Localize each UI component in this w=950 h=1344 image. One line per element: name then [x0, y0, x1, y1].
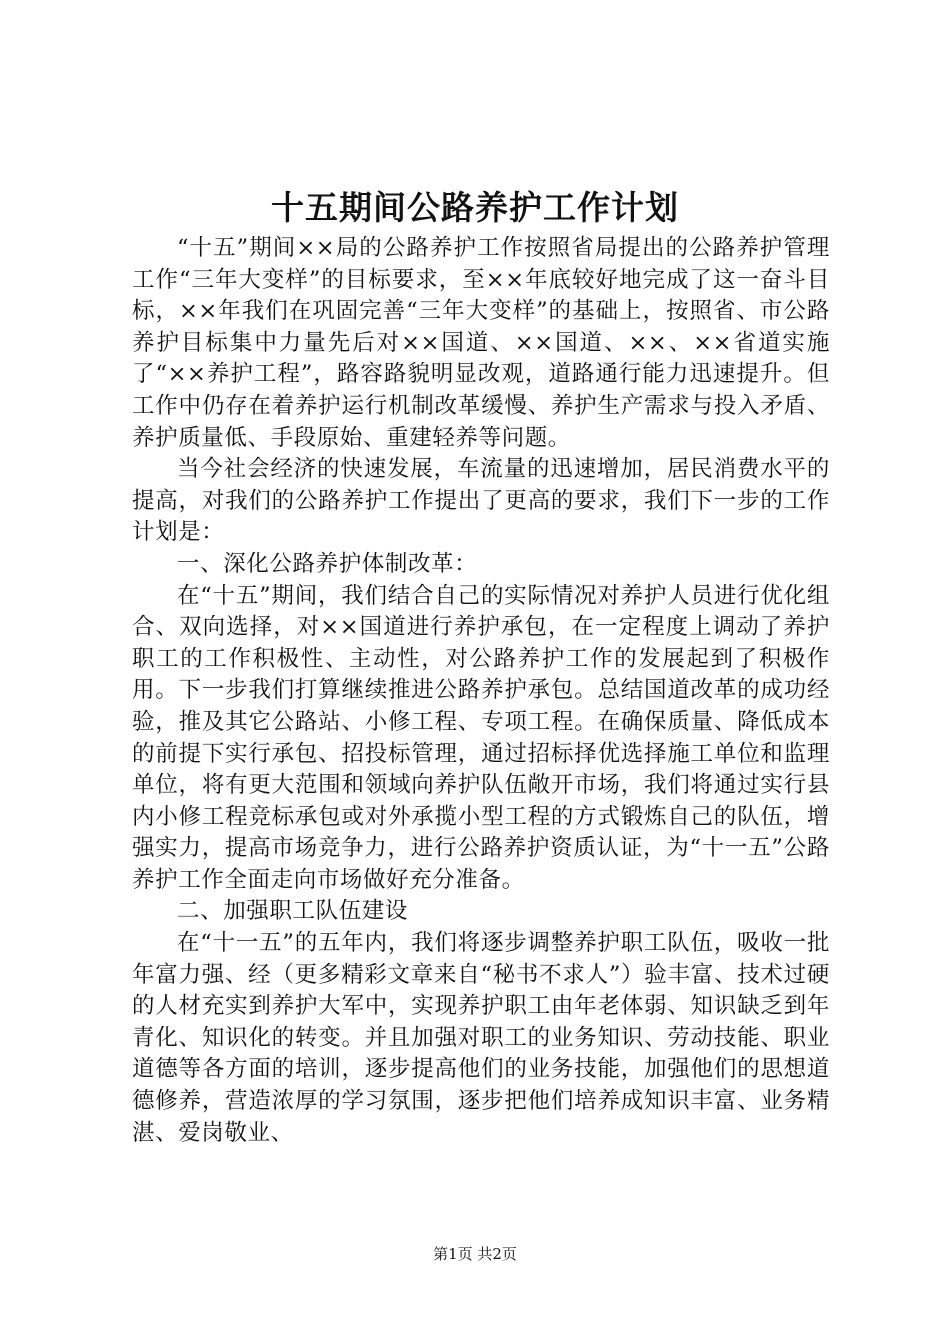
document-body [132, 233, 830, 1149]
paragraph-reform: 在“十五”期间，我们结合自己的实际情况对养护人员进行优化组合、双向选择，对××国道进行养护承包，在一定程度上调动了养护职工的工作积极性、主动性，对公路养护工作的发展起到了积极作用。下一步我们打算继续推进公路养护承包。总结国道改革的成功经验，推及其它公路站、小修工程、专项工程。在确保质量、降低成本的前提下实行承包、招投标管理，通过招标择优选择施工单位和监理单位，将有更大范围和领域向养护队伍敞开市场，我们将通过实行县内小修工程竞标承包或对外承揽小型工程的方式锻炼自己的队伍，增强实力，提高市场竞争力，进行公路养护资质认证，为“十一五”公路养护工作全面走向市场做好充分准备。 [132, 582, 830, 893]
paragraph-team: 在“十一五”的五年内，我们将逐步调整养护职工队伍，吸收一批年富力强、经（更多精彩文章来自“秘书不求人”）验丰富、技术过硬的人材充实到养护大军中，实现养护职工由年老体弱、知识缺乏到年青化、知识化的转变。并且加强对职工的业务知识、劳动技能、职业道德等各方面的培训，逐步提高他们的业务技能，加强他们的思想道德修养，营造浓厚的学习氛围，逐步把他们培养成知识丰富、业务精湛、爱岗敬业、 [132, 930, 830, 1146]
section-heading-reform: 一、深化公路养护体制改革： [177, 550, 478, 577]
paragraph-intro: “十五”期间××局的公路养护工作按照省局提出的公路养护管理工作“三年大变样”的目标要求，至××年底较好地完成了这一奋斗目标，××年我们在巩固完善“三年大变样”的基础上，按照省、市公路养护目标集中力量先后对××国道、××国道、××、××省道实施了“××养护工程”，路容路貌明显改观，道路通行能力迅速提升。但工作中仍存在着养护运行机制改革缓慢、养护生产需求与投入矛盾、养护质量低、手段原始、重建轻养等问题。 [132, 235, 830, 451]
page-footer: 第1页 共2页 [433, 1245, 517, 1263]
document-title: 十五期间公路养护工作计划 [271, 188, 679, 227]
paragraph-plan-lead: 当今社会经济的快速发展，车流量的迅速增加，居民消费水平的提高，对我们的公路养护工作提出了更高的要求，我们下一步的工作计划是： [132, 456, 830, 546]
section-heading-team: 二、加强职工队伍建设 [177, 898, 409, 925]
